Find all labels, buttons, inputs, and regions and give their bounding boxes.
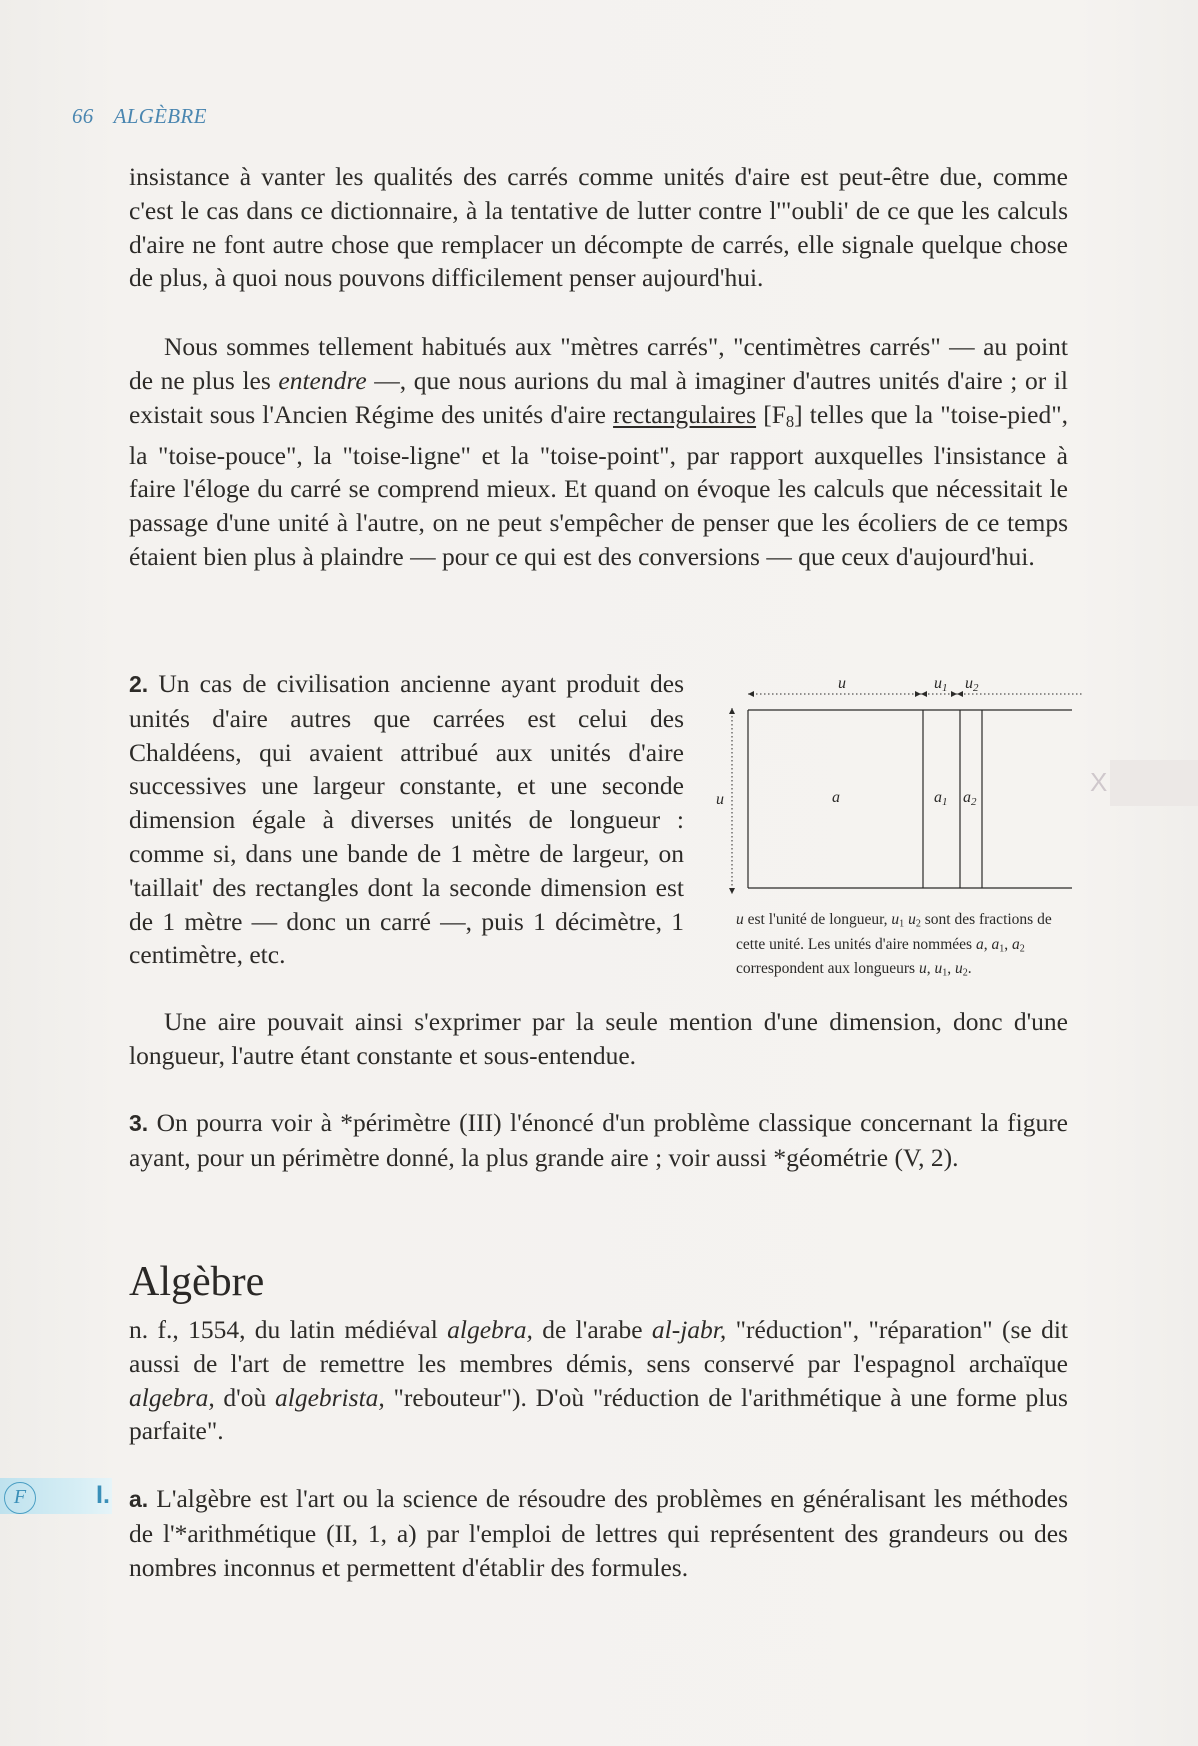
cap-text: . [967, 960, 972, 978]
text-span: Nous sommes tellement habitués aux "mètres carrés", "centimètres carrés" — au point de ne plus les [129, 332, 1068, 395]
cap-sub: 2 [915, 918, 921, 930]
arrow-mid-1 [915, 691, 927, 697]
page-number: 66 [72, 104, 94, 128]
section-roman-number: I. [96, 1481, 110, 1509]
page-edge-tab-letter: X [1090, 767, 1108, 797]
cap-text: est l'unité de longueur, [743, 911, 892, 928]
term-italic: algebra, [447, 1315, 533, 1344]
text-span: d'où [214, 1382, 275, 1412]
cap-var: a [991, 935, 1000, 953]
cap-text: , [947, 960, 955, 978]
cap-sub: 1 [999, 943, 1005, 955]
cap-sub: 2 [962, 967, 968, 979]
cap-var: u [934, 960, 943, 978]
chaldean-units-figure [712, 672, 1082, 902]
reference-subscript: 8 [785, 411, 795, 431]
paragraph-units [129, 330, 1068, 574]
paragraph-text: insistance à vanter les qualités des carrés comme unités d'aire est peut-être due, comme c'est le cas dans ce dictionnaire, à la tentative de lutter contre l'"oubli' de ce que les calculs d'aire ne font autre chose que remplacer un décompte de carrés, elle signale quelque chose de plus, à quoi nous pouvons difficilement penser aujourd'hui. [129, 162, 1068, 293]
arrow-mid-2 [951, 691, 963, 697]
label-u1-top: u1 [934, 675, 948, 694]
paragraph-intro [129, 160, 1068, 295]
running-title: ALGÈBRE [113, 104, 207, 128]
cap-var: a [1011, 935, 1020, 953]
section-number: 2. [129, 671, 149, 697]
text-span: de l'arabe [532, 1315, 652, 1344]
label-u-left: u [716, 791, 724, 808]
running-header [72, 104, 207, 129]
label-a: a [832, 789, 840, 806]
cap-sub: 1 [942, 967, 948, 979]
cap-var: u [908, 911, 916, 928]
term-italic: algebra, [129, 1382, 215, 1412]
etymology [129, 1313, 1068, 1448]
cap-text: sont des fractions de cette unité. Les unités d'aire nommées [736, 911, 1052, 953]
paragraph-text: Une aire pouvait ainsi s'exprimer par la seule mention d'une dimension, donc d'une longueur, l'autre étant constante et sous-entendue. [129, 1007, 1068, 1070]
section-text: On pourra voir à *périmètre (III) l'énoncé d'un problème classique concernant la figure ayant, pour un périmètre donné, la plus grande aire ; voir aussi *géométrie (V, 2). [129, 1108, 1068, 1172]
section-text: L'algèbre est l'art ou la science de résoudre des problèmes en généralisant les méthodes de l'*arithmétique (II, 1, a) par l'emploi de lettres qui représentent des grandeurs ou des nombres inconnus et permettent d'établir des formules. [129, 1484, 1068, 1582]
section-number: 3. [129, 1110, 149, 1136]
label-a2: a2 [963, 789, 977, 808]
section-2-continuation [129, 1005, 1068, 1073]
arrow-left [748, 691, 754, 697]
arrow-up [729, 708, 735, 714]
formula-margin-icon: F [4, 1482, 36, 1514]
cap-text: correspondent aux longueurs [736, 960, 919, 978]
cross-reference-link[interactable]: rectangulaires [613, 399, 757, 429]
section-3 [129, 1106, 1068, 1175]
text-span: telles que la "toise-pied", la "toise-pouce", la "toise-ligne" et la "toise-point", par rapport auxquelles l'insistance à faire l'éloge du carré se comprend mieux. Et quand on évoque les calculs que nécessitait le passage d'une unité à l'autre, on ne peut s'empêcher de penser que les écoliers de ce temps étaient bien plus à plaindre — pour ce qui est des conversions — que ceux d'aujourd'hui. [129, 399, 1068, 571]
label-u-top: u [838, 675, 846, 692]
figure-caption [736, 910, 1056, 984]
text-span: "rebouteur"). D'où "réduction de l'arithmétique à une forme plus parfaite". [129, 1382, 1068, 1446]
reference-mark-end: ] [794, 399, 803, 429]
emphasis: entendre [278, 365, 367, 395]
entry-heading: Algèbre [129, 1259, 265, 1305]
label-u2-top: u2 [965, 675, 979, 694]
cap-sub: 2 [1019, 943, 1025, 955]
term-italic: algebrista, [274, 1382, 385, 1412]
cap-var: u [891, 911, 900, 928]
cap-var: a [975, 935, 984, 953]
text-span: "réduction", "réparation" (se dit aussi de l'art de remettre les membres démis, sens conservé par l'espagnol archaïque [129, 1315, 1068, 1378]
subsection-letter: a. [129, 1486, 149, 1512]
section-text: Un cas de civilisation ancienne ayant produit des unités d'aire autres que carrées est celui des Chaldéens, qui avaient attribué aux unités d'aire successives une largeur constante, et une seconde dimension égale à diverses unités de longueur : comme si, dans une bande de 1 mètre de largeur, on 'taillait' des rectangles dont la seconde dimension est de 1 mètre — donc un carré —, puis 1 décimètre, 1 centimètre, etc. [129, 669, 685, 970]
cap-var: u [918, 960, 927, 978]
cap-var: u [736, 911, 744, 928]
section-I-a [129, 1482, 1068, 1584]
reference-mark: [F [763, 399, 786, 429]
text-span: —, que nous aurions du mal à imaginer d'autres unités d'aire ; or il existait sous l'Ancien Régime des unités d'aire [129, 365, 1068, 429]
cap-sub: 1 [899, 918, 905, 930]
cap-text: , [926, 960, 935, 978]
cap-text: , [983, 935, 992, 953]
text-span: n. f., 1554, du latin médiéval [129, 1315, 448, 1344]
arrow-down [729, 888, 735, 894]
label-a1: a1 [934, 789, 948, 808]
cap-var: u [954, 960, 963, 978]
term-italic: al-jabr, [651, 1315, 727, 1344]
section-2 [129, 667, 684, 972]
cap-text: , [1004, 935, 1012, 953]
page-edge-tab [1110, 760, 1198, 806]
